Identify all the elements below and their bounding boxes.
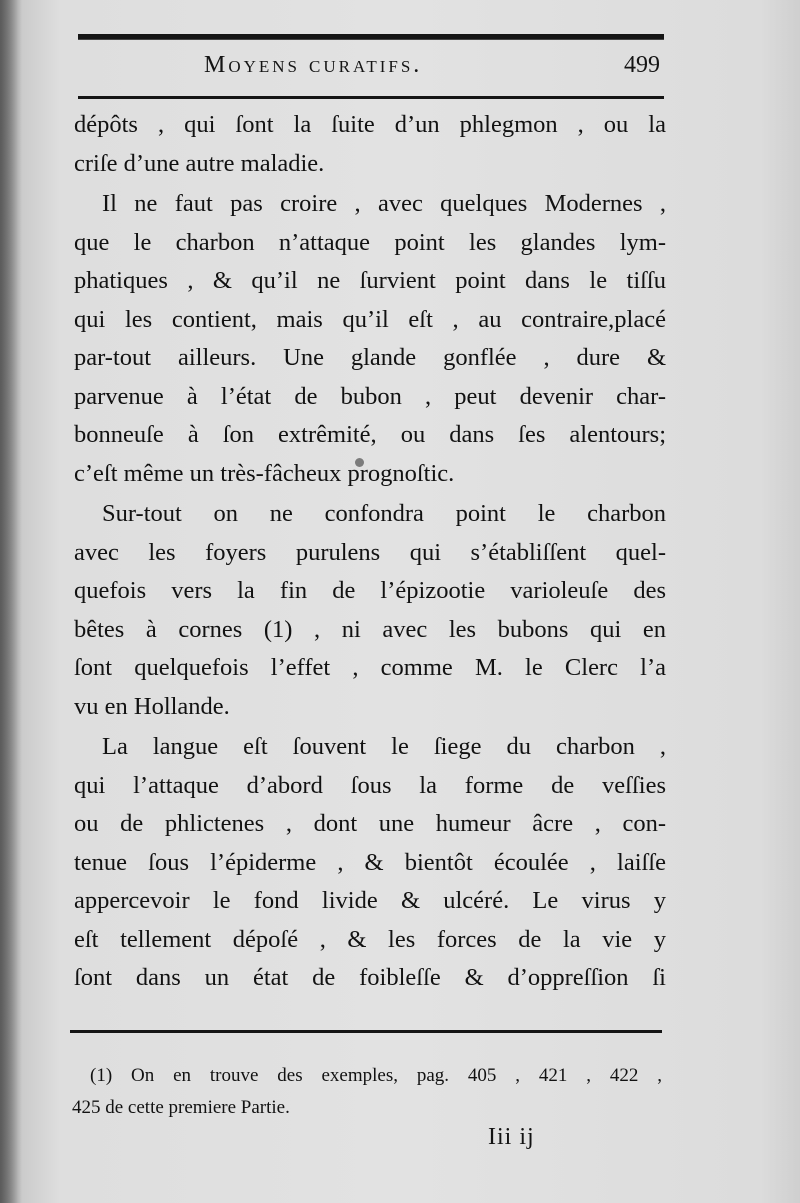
text-line: qui les contient, mais qu’il eſt , au contraire,placé [74, 305, 666, 333]
text-line: qui l’attaque d’abord ſous la forme de veſſies [74, 771, 666, 799]
header-rule [78, 96, 664, 99]
text-line: dépôts , qui ſont la ſuite d’un phlegmon , ou la [74, 111, 666, 138]
text-line: ou de phlictenes , dont une humeur âcre , con- [74, 810, 666, 837]
text-line: ſont dans un état de foibleſſe & d’oppreſſion ſi [74, 964, 666, 991]
text-line: appercevoir le fond livide & ulcéré. Le virus y [74, 887, 666, 914]
body-text [74, 106, 666, 998]
text-line: Il ne faut pas croire , avec quelques Modernes , [102, 190, 666, 217]
footnote [72, 1060, 662, 1124]
signature-mark: Iii ij [488, 1124, 535, 1150]
text-line: ſont quelquefois l’effet , comme M. le Clerc l’a [74, 654, 666, 681]
running-head: Moyens curatifs. [204, 52, 423, 78]
footnote-rule [70, 1030, 662, 1033]
text-line: criſe d’une autre maladie. [74, 149, 325, 177]
footnote-line: 425 de cette premiere Partie. [72, 1097, 290, 1118]
text-line: c’eſt même un très-fâcheux prognoſtic. [74, 459, 455, 487]
page-header [78, 46, 664, 88]
text-line: vu en Hollande. [74, 692, 230, 720]
text-line: tenue ſous l’épiderme , & bientôt écoulée , laiſſe [74, 848, 666, 876]
text-line: Sur-tout on ne confondra point le charbon [102, 500, 666, 527]
text-line: eſt tellement dépoſé , & les forces de la vie y [74, 925, 666, 953]
text-line: La langue eſt ſouvent le ſiege du charbon , [102, 733, 666, 760]
text-line: parvenue à l’état de bubon , peut devenir char- [74, 382, 666, 410]
text-line: que le charbon n’attaque point les glandes lym- [74, 228, 666, 256]
page-number: 499 [624, 52, 660, 78]
text-line: bonneuſe à ſon extrêmité, ou dans ſes alentours; [74, 421, 666, 448]
binding-gutter-shadow [0, 0, 22, 1203]
text-line: phatiques , & qu’il ne ſurvient point dans le tiſſu [74, 267, 666, 294]
text-line: par-tout ailleurs. Une glande gonflée , dure & [74, 344, 666, 371]
footnote-line: (1) On en trouve des exemples, pag. 405 , 421 , 422 , [90, 1065, 662, 1086]
text-line: bêtes à cornes (1) , ni avec les bubons qui en [74, 615, 666, 643]
text-line: quefois vers la fin de l’épizootie varioleuſe des [74, 577, 666, 604]
text-line: avec les foyers purulens qui s’établiſſent quel- [74, 538, 666, 566]
top-rule [78, 34, 664, 40]
